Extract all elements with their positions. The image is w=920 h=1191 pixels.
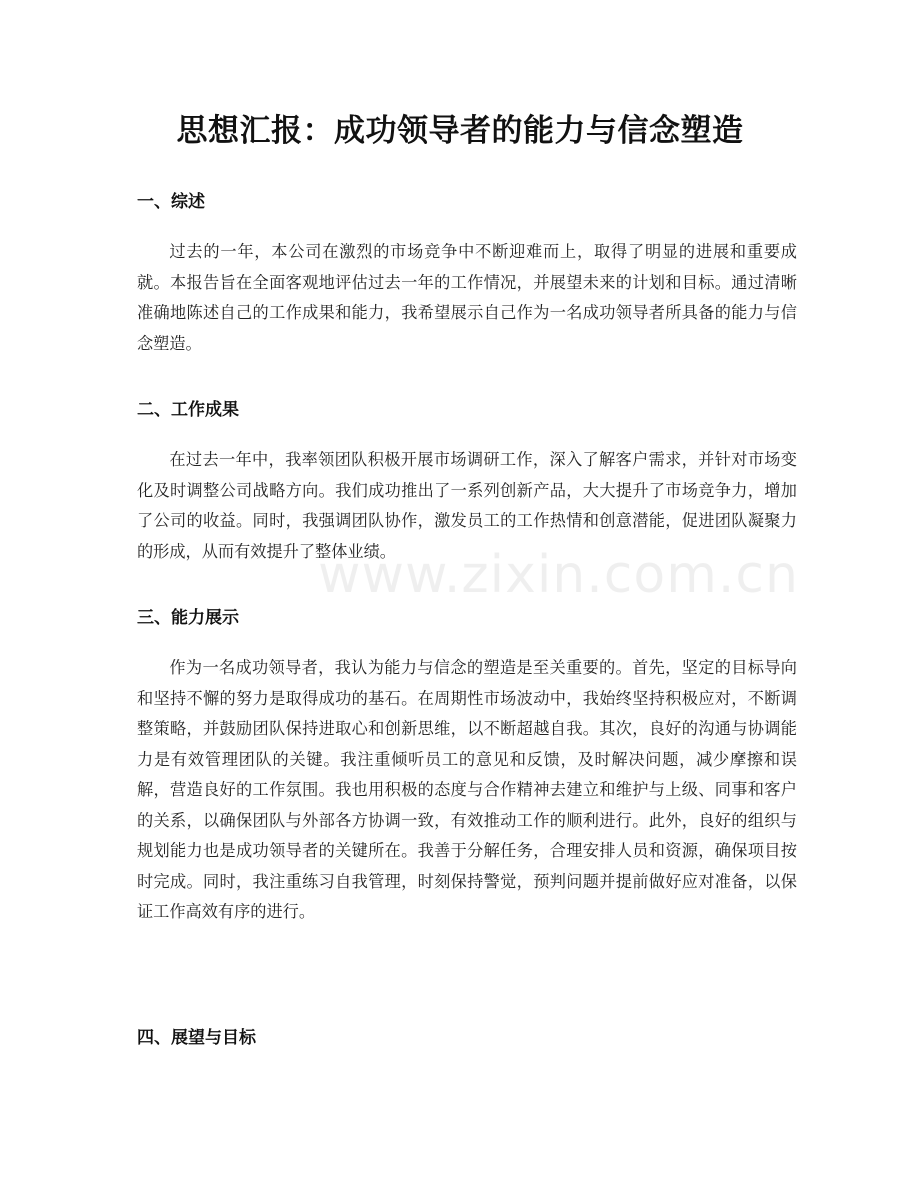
section-heading: 二、工作成果: [137, 400, 239, 420]
section-overview: [137, 189, 797, 359]
section-heading: 四、展望与目标: [137, 1028, 256, 1048]
section-paragraph: 作为一名成功领导者，我认为能力与信念的塑造是至关重要的。首先，坚定的目标导向和坚持不懈的努力是取得成功的基石。在周期性市场波动中，我始终坚持积极应对，不断调整策略，并鼓励团队保持进取心和创新思维，以不断超越自我。其次，良好的沟通与协调能力是有效管理团队的关键。我注重倾听员工的意见和反馈，及时解决问题，减少摩擦和误解，营造良好的工作氛围。我也用积极的态度与合作精神去建立和维护与上级、同事和客户的关系，以确保团队与外部各方协调一致，有效推动工作的顺利进行。此外，良好的组织与规划能力也是成功领导者的关键所在。我善于分解任务，合理安排人员和资源，确保项目按时完成。同时，我注重练习自我管理，时刻保持警觉，预判问题并提前做好应对准备，以保证工作高效有序的进行。: [137, 658, 797, 921]
section-ability-showcase: [137, 605, 797, 928]
section-heading: 一、综述: [137, 192, 205, 212]
section-paragraph: 过去的一年，本公司在激烈的市场竞争中不断迎难而上，取得了明显的进展和重要成就。本报告旨在全面客观地评估过去一年的工作情况，并展望未来的计划和目标。通过清晰准确地陈述自己的工作成果和能力，我希望展示自己作为一名成功领导者所具备的能力与信念塑造。: [137, 242, 797, 353]
section-outlook-goals: [137, 1025, 797, 1051]
document-title: 思想汇报：成功领导者的能力与信念塑造: [176, 113, 744, 149]
section-work-results: [137, 397, 797, 567]
section-heading: 三、能力展示: [137, 608, 239, 628]
section-paragraph: 在过去一年中，我率领团队积极开展市场调研工作，深入了解客户需求，并针对市场变化及时调整公司战略方向。我们成功推出了一系列创新产品，大大提升了市场竞争力，增加了公司的收益。同时，我强调团队协作，激发员工的工作热情和创意潜能，促进团队凝聚力的形成，从而有效提升了整体业绩。: [137, 450, 797, 561]
watermark: www.zixin.com.cn: [318, 545, 799, 605]
